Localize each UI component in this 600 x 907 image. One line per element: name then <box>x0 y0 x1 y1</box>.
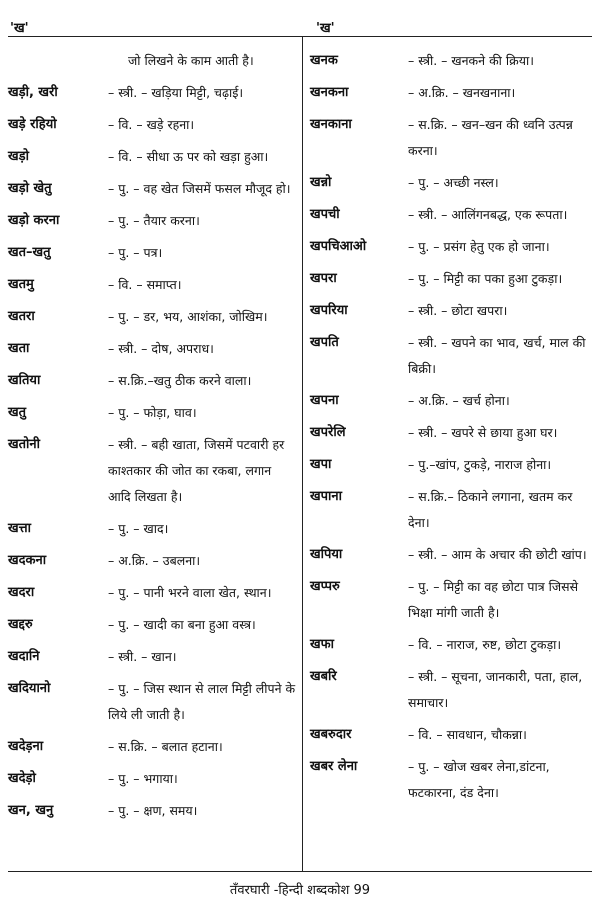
dictionary-entry <box>8 144 296 170</box>
entry-term: खड़ो करना <box>8 213 60 228</box>
entry-definition: – अ.क्रि. – खनखनाना। <box>408 85 516 100</box>
entry-definition: – वि. – सावधान, चौकन्ना। <box>408 727 527 742</box>
entry-definition: – स्त्री. – सूचना, जानकारी, पता, हाल, समाचार। <box>408 669 583 710</box>
entry-definition: – स्त्री. – खपरे से छाया हुआ घर। <box>408 425 558 440</box>
dictionary-entry <box>8 580 296 606</box>
entry-term: खत्ता <box>8 521 31 536</box>
entry-definition: – स्त्री. – खपने का भाव, खर्च, माल की बिक्री। <box>408 335 586 376</box>
entry-term: खपची <box>310 207 340 222</box>
entry-term: खतु <box>8 405 27 420</box>
dictionary-entry <box>310 664 594 716</box>
dictionary-entry <box>8 766 296 792</box>
entry-definition: – पु. – भगाया। <box>108 771 178 786</box>
continuation-text: जो लिखने के काम आती है। <box>128 53 254 68</box>
entry-term: खन, खनु <box>8 803 54 818</box>
entry-term: खपाना <box>310 489 342 504</box>
entry-definition: – अ.क्रि. – उबलना। <box>108 553 201 568</box>
dictionary-entry <box>8 368 296 394</box>
entry-definition: – वि. – नाराज, रुष्ट, छोटा टुकड़ा। <box>408 637 562 652</box>
entry-term: खदेड़ना <box>8 739 44 754</box>
entry-term: खतमु <box>8 277 34 292</box>
entry-definition: – स्त्री. – दोष, अपराध। <box>108 341 214 356</box>
entry-term: खद्दरु <box>8 617 33 632</box>
entry-term: खड़ो <box>8 149 29 164</box>
entry-term: खपति <box>310 335 339 350</box>
entry-term: खतोनी <box>8 437 40 452</box>
dictionary-entry <box>8 516 296 542</box>
entry-definition: – वि. – सीधा ऊ पर को खड़ा हुआ। <box>108 149 269 164</box>
dictionary-entry <box>310 388 594 414</box>
entry-term: खनकाना <box>310 117 352 132</box>
entry-term: खपना <box>310 393 339 408</box>
dictionary-entry <box>310 170 594 196</box>
dictionary-entry <box>310 80 594 106</box>
entry-term: खबरि <box>310 669 337 684</box>
entry-term: खन्नो <box>310 175 332 190</box>
dictionary-entry <box>310 112 594 164</box>
entry-definition: – स्त्री. – खड़िया मिट्टी, चढ़ाई। <box>108 85 244 100</box>
entry-term: खपरिया <box>310 303 348 318</box>
dictionary-entry <box>8 612 296 638</box>
entry-term: खफा <box>310 637 335 652</box>
entry-term: खपा <box>310 457 332 472</box>
entry-term: खनक <box>310 53 338 68</box>
entry-definition: – अ.क्रि. – खर्च होना। <box>408 393 510 408</box>
right-column <box>310 48 594 812</box>
dictionary-entry <box>8 272 296 298</box>
entry-definition: – पु. – अच्छी नस्ल। <box>408 175 499 190</box>
dictionary-entry <box>310 420 594 446</box>
dictionary-entry <box>8 548 296 574</box>
entry-definition: – स्त्री. – खान। <box>108 649 177 664</box>
dictionary-entry <box>8 432 296 510</box>
dictionary-entry <box>310 542 594 568</box>
entry-definition: – पु. – मिट्टी का पका हुआ टुकड़ा। <box>408 271 563 286</box>
dictionary-entry <box>310 48 594 74</box>
entry-definition: – पु.–खांप, टुकड़े, नाराज होना। <box>408 457 552 472</box>
entry-definition: – पु. – तैयार करना। <box>108 213 200 228</box>
dictionary-entry <box>310 754 594 806</box>
entry-definition: – पु. – वह खेत जिसमें फसल मौजूद हो। <box>108 181 291 196</box>
entry-definition: – पु. – डर, भय, आशंका, जोखिम। <box>108 309 268 324</box>
dictionary-entry <box>8 644 296 670</box>
entry-term: खड़े रहियो <box>8 117 57 132</box>
entry-definition: – वि. – समाप्त। <box>108 277 182 292</box>
entry-definition: – स्त्री. – आलिंगनबद्ध, एक रूपता। <box>408 207 568 222</box>
entry-definition: – वि. – खड़े रहना। <box>108 117 195 132</box>
entry-term: खता <box>8 341 30 356</box>
dictionary-entry <box>310 298 594 324</box>
column-header-left: 'ख' <box>10 21 29 36</box>
dictionary-entry <box>8 176 296 202</box>
entry-term: खदकना <box>8 553 47 568</box>
left-column <box>8 48 296 830</box>
entry-term: खबरुदार <box>310 727 352 742</box>
entry-definition: – स्त्री. – आम के अचार की छोटी खांप। <box>408 547 587 562</box>
entry-definition: – स.क्रि. – बलात हटाना। <box>108 739 223 754</box>
entry-term: खदरा <box>8 585 35 600</box>
entry-term: खपरा <box>310 271 337 286</box>
entry-definition: – स.क्रि. – खन–खन की ध्वनि उत्पन्न करना। <box>408 117 573 158</box>
entry-definition: – पु. – क्षण, समय। <box>108 803 198 818</box>
dictionary-entry <box>310 202 594 228</box>
dictionary-entry <box>8 112 296 138</box>
dictionary-entry <box>8 400 296 426</box>
entry-term: खड़ो खेतु <box>8 181 52 196</box>
dictionary-entry <box>8 336 296 362</box>
page-footer: तँवरघारी -हिन्दी शब्दकोश 99 <box>229 883 371 898</box>
dictionary-entry <box>310 574 594 626</box>
dictionary-entry <box>8 304 296 330</box>
entry-term: खपिया <box>310 547 343 562</box>
dictionary-entry <box>8 240 296 266</box>
entry-definition: – स्त्री. – खनकने की क्रिया। <box>408 53 534 68</box>
entry-term: खबर लेना <box>310 759 358 774</box>
entry-definition: – पु. – पत्र। <box>108 245 163 260</box>
entry-term: खदेड़ो <box>8 771 36 786</box>
dictionary-entry <box>8 734 296 760</box>
column-header-right: 'ख' <box>316 21 335 36</box>
entry-term: खपरेलि <box>310 425 346 440</box>
entry-term: खतिया <box>8 373 41 388</box>
entry-definition: – पु. – खाद। <box>108 521 169 536</box>
entry-definition: – स.क्रि.– ठिकाने लगाना, खतम कर देना। <box>408 489 573 530</box>
entry-definition: – पु. – पानी भरने वाला खेत, स्थान। <box>108 585 272 600</box>
dictionary-entry <box>8 676 296 728</box>
dictionary-entry <box>310 234 594 260</box>
entry-definition: – पु. – फोड़ा, घाव। <box>108 405 197 420</box>
entry-term: खदियानो <box>8 681 51 696</box>
entry-term: खड़ी, खरी <box>8 85 58 100</box>
dictionary-entry <box>310 632 594 658</box>
dictionary-entry <box>310 452 594 478</box>
dictionary-entry <box>310 330 594 382</box>
entry-term: खदानि <box>8 649 40 664</box>
entry-term: खपचिआओ <box>310 239 367 254</box>
entry-definition: – पु. – प्रसंग हेतु एक हो जाना। <box>408 239 550 254</box>
entry-term: खतरा <box>8 309 35 324</box>
entry-definition: – पु. – मिट्टी का वह छोटा पात्र जिससे भिक्षा मांगी जाती है। <box>408 579 579 620</box>
entry-definition: – स.क्रि.–खतु ठीक करने वाला। <box>108 373 252 388</box>
entry-definition: – पु. – खोज खबर लेना,डांटना, फटकारना, दंड देना। <box>408 759 550 800</box>
dictionary-entry <box>8 798 296 824</box>
column-divider <box>302 36 303 871</box>
top-rule <box>8 36 592 37</box>
entry-definition: – पु. – जिस स्थान से लाल मिट्टी लीपने के लिये ली जाती है। <box>108 681 296 722</box>
dictionary-entry <box>8 208 296 234</box>
entry-definition: – स्त्री. – बही खाता, जिसमें पटवारी हर काश्तकार की जोत का रकबा, लगान आदि लिखता है। <box>108 437 285 504</box>
left-entry-list <box>8 80 296 824</box>
dictionary-entry <box>8 80 296 106</box>
bottom-rule <box>8 871 592 872</box>
entry-term: खनकना <box>310 85 349 100</box>
dictionary-entry <box>310 266 594 292</box>
entry-definition: – पु. – खादी का बना हुआ वस्त्र। <box>108 617 256 632</box>
entry-definition: – स्त्री. – छोटा खपरा। <box>408 303 508 318</box>
entry-term: खप्परु <box>310 579 340 594</box>
entry-term: खत–खतु <box>8 245 51 260</box>
dictionary-entry <box>310 484 594 536</box>
right-entry-list <box>310 48 594 806</box>
dictionary-entry <box>310 722 594 748</box>
